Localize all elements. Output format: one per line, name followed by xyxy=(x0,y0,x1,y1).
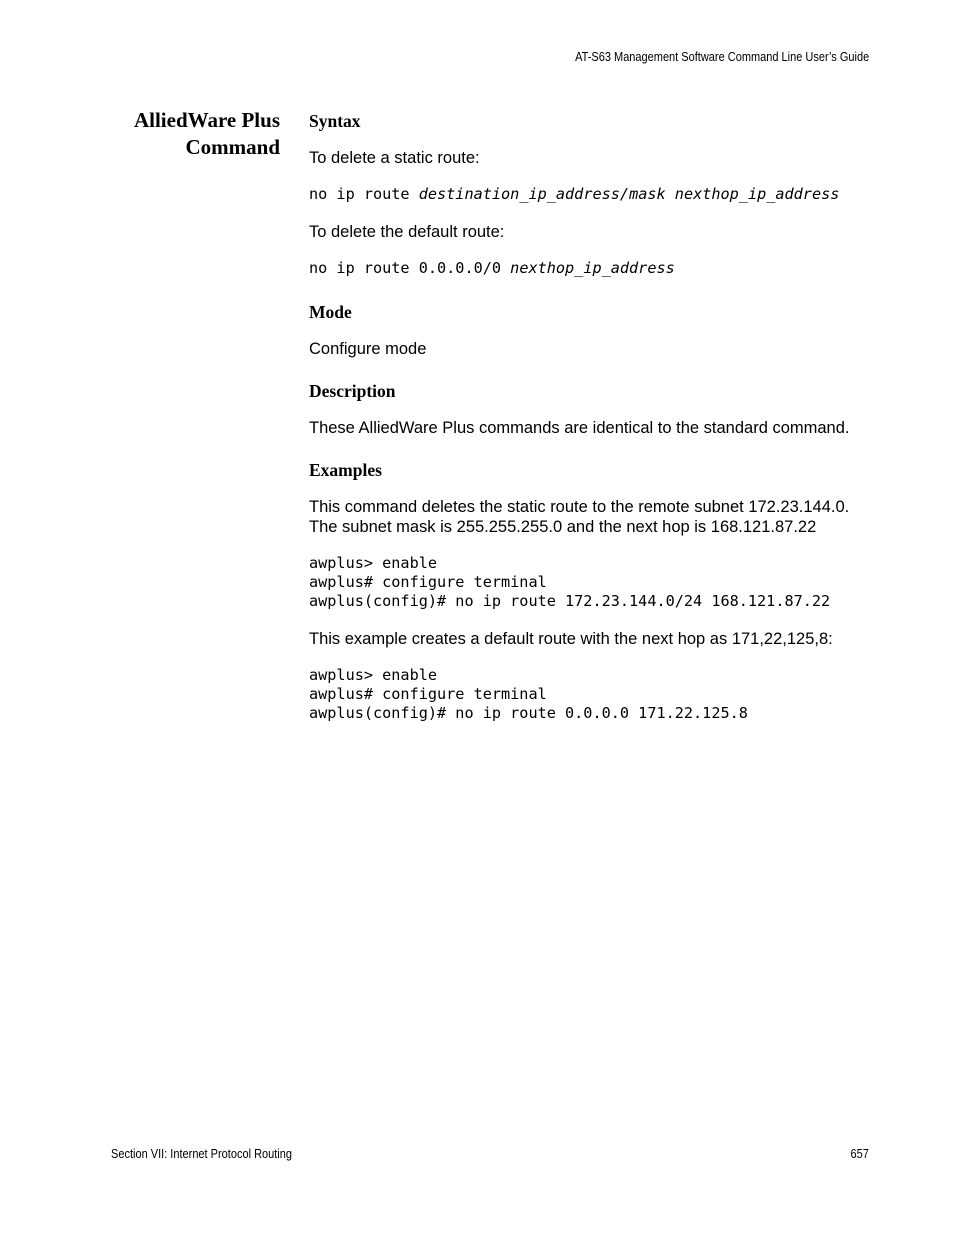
description-text: These AlliedWare Plus commands are identical to the standard command. xyxy=(309,419,850,437)
section-heading-line2: Command xyxy=(185,135,280,159)
mode-text: Configure mode xyxy=(309,340,427,358)
code-line: awplus> enable xyxy=(309,666,438,684)
footer-section-label: Section VII: Internet Protocol Routing xyxy=(111,1147,292,1161)
syntax-heading: Syntax xyxy=(309,111,361,131)
code-line: awplus# configure terminal xyxy=(309,685,547,703)
section-heading xyxy=(134,107,280,161)
code-line: awplus(config)# no ip route 0.0.0.0 171.22.125.8 xyxy=(309,704,748,722)
description-heading: Description xyxy=(309,381,396,401)
syntax-default-command: no ip route 0.0.0.0/0 nexthop_ip_address xyxy=(309,259,675,277)
example2-code-block xyxy=(309,666,889,723)
examples-heading: Examples xyxy=(309,460,382,480)
example1-text-line1: This command deletes the static route to the remote subnet 172.23.144.0. xyxy=(309,498,850,516)
syntax-static-intro: To delete a static route: xyxy=(309,149,480,167)
code-line: awplus> enable xyxy=(309,554,438,572)
example1-code-block xyxy=(309,554,889,611)
running-header: AT-S63 Management Software Command Line User’s Guide xyxy=(574,50,869,64)
main-content xyxy=(309,111,889,723)
syntax-default-intro: To delete the default route: xyxy=(309,223,505,241)
syntax-static-command: no ip route destination_ip_address/mask nexthop_ip_address xyxy=(309,185,840,203)
code-line: awplus(config)# no ip route 172.23.144.0/24 168.121.87.22 xyxy=(309,592,831,610)
footer-page-number: 657 xyxy=(850,1147,869,1161)
mode-heading: Mode xyxy=(309,302,352,322)
section-heading-line1: AlliedWare Plus xyxy=(133,108,280,132)
example2-text: This example creates a default route with the next hop as 171,22,125,8: xyxy=(309,630,833,648)
code-line: awplus# configure terminal xyxy=(309,573,547,591)
example1-text-line2: The subnet mask is 255.255.255.0 and the next hop is 168.121.87.22 xyxy=(309,518,817,536)
